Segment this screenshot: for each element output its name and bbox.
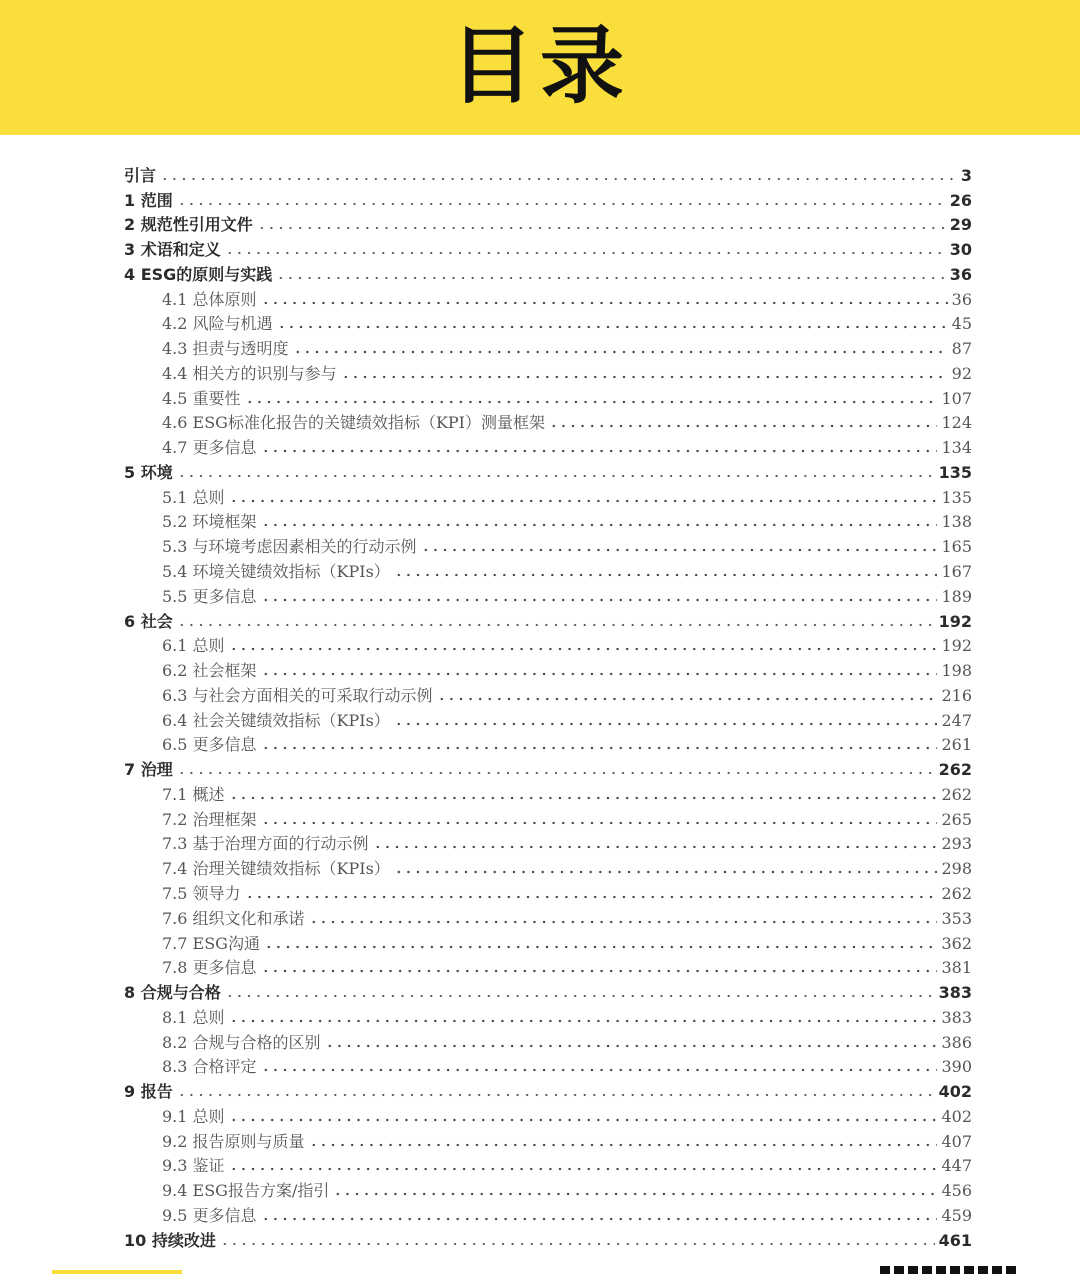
toc-entry-label: 5.2 环境框架	[162, 512, 257, 532]
toc-entry-page-number: 135	[938, 462, 972, 482]
dot-leader	[309, 1143, 938, 1147]
toc-entry-label: 4.4 相关方的识别与参与	[162, 363, 337, 383]
toc-entry-label: 3 术语和定义	[124, 240, 221, 260]
toc-entry-page-number: 447	[941, 1156, 972, 1176]
toc-entry-label: 5.3 与环境考虑因素相关的行动示例	[162, 537, 417, 557]
toc-section-entry[interactable]	[124, 657, 972, 682]
toc-entry-page-number: 456	[941, 1181, 972, 1201]
dot-leader	[229, 1019, 938, 1023]
toc-entry-page-number: 265	[941, 809, 972, 829]
toc-entry-label: 8 合规与合格	[124, 983, 221, 1003]
toc-section-entry[interactable]	[124, 1153, 972, 1178]
dot-leader	[245, 895, 938, 899]
dot-leader	[293, 350, 948, 354]
dot-leader	[437, 697, 938, 701]
toc-section-entry[interactable]	[124, 633, 972, 658]
toc-entry-label: 9 报告	[124, 1082, 173, 1102]
toc-chapter-entry[interactable]	[124, 236, 972, 261]
toc-chapter-entry[interactable]	[124, 979, 972, 1004]
toc-entry-label: 7.8 更多信息	[162, 958, 257, 978]
toc-entry-label: 1 范围	[124, 190, 173, 210]
toc-entry-page-number: 192	[941, 636, 972, 656]
toc-entry-page-number: 135	[941, 487, 972, 507]
toc-entry-label: 6.1 总则	[162, 636, 225, 656]
toc-entry-label: 7.1 概述	[162, 784, 225, 804]
toc-entry-label: 2 规范性引用文件	[124, 215, 253, 235]
toc-section-entry[interactable]	[124, 434, 972, 459]
toc-entry-page-number: 192	[938, 611, 972, 631]
toc-entry-page-number: 381	[941, 958, 972, 978]
toc-entry-label: 9.2 报告原则与质量	[162, 1131, 305, 1151]
dot-leader	[261, 969, 938, 973]
dot-leader	[177, 623, 935, 627]
footer-accent	[52, 1270, 182, 1274]
toc-entry-label: 8.2 合规与合格的区别	[162, 1032, 321, 1052]
dot-leader	[333, 1192, 937, 1196]
toc-entry-page-number: 36	[951, 289, 972, 309]
toc-entry-page-number: 138	[941, 512, 972, 532]
dot-leader	[160, 177, 957, 181]
dot-leader	[225, 994, 935, 998]
toc-entry-label: 9.4 ESG报告方案/指引	[162, 1181, 330, 1201]
toc-chapter-entry[interactable]	[124, 261, 972, 286]
dot-leader	[229, 1167, 938, 1171]
toc-entry-label: 4.7 更多信息	[162, 438, 257, 458]
toc-entry-label: 7.2 治理框架	[162, 809, 257, 829]
dot-leader	[177, 771, 935, 775]
toc-section-entry[interactable]	[124, 880, 972, 905]
toc-entry-page-number: 45	[951, 314, 972, 334]
toc-entry-page-number: 198	[941, 661, 972, 681]
dot-leader	[229, 796, 938, 800]
toc-entry-page-number: 459	[941, 1205, 972, 1225]
toc-chapter-entry[interactable]	[124, 212, 972, 237]
toc-entry-page-number: 167	[941, 562, 972, 582]
toc-entry-label: 7.6 组织文化和承诺	[162, 908, 305, 928]
toc-entry-page-number: 124	[941, 413, 972, 433]
dot-leader	[261, 746, 938, 750]
dot-leader	[261, 1068, 938, 1072]
toc-entry-page-number: 216	[941, 685, 972, 705]
dot-leader	[277, 325, 948, 329]
dot-leader	[261, 301, 948, 305]
dot-leader	[394, 722, 938, 726]
toc-entry-page-number: 262	[938, 760, 972, 780]
footer-logo	[880, 1266, 1020, 1274]
toc-section-entry[interactable]	[124, 1054, 972, 1079]
toc-section-entry[interactable]	[124, 781, 972, 806]
dot-leader	[229, 647, 938, 651]
toc-entry-page-number: 298	[941, 859, 972, 879]
dot-leader	[325, 1044, 938, 1048]
dot-leader	[309, 920, 938, 924]
toc-entry-label: 6.3 与社会方面相关的可采取行动示例	[162, 685, 433, 705]
toc-entry-label: 6.2 社会框架	[162, 661, 257, 681]
toc-entry-page-number: 262	[941, 883, 972, 903]
toc-entry-page-number: 383	[941, 1007, 972, 1027]
toc-entry-label: 8.1 总则	[162, 1007, 225, 1027]
toc-entry-label: 5.1 总则	[162, 487, 225, 507]
dot-leader	[421, 548, 938, 552]
dot-leader	[177, 1093, 935, 1097]
toc-entry-page-number: 461	[938, 1230, 972, 1250]
toc-entry-label: 7.4 治理关键绩效指标（KPIs）	[162, 859, 390, 879]
dot-leader	[261, 449, 938, 453]
toc-section-entry[interactable]	[124, 558, 972, 583]
dot-leader	[229, 499, 938, 503]
toc-chapter-entry[interactable]	[124, 459, 972, 484]
dot-leader	[220, 1242, 935, 1246]
dot-leader	[261, 1217, 938, 1221]
title-banner	[0, 0, 1080, 135]
toc-entry-label: 5.4 环境关键绩效指标（KPIs）	[162, 562, 390, 582]
toc-entry-label: 6.4 社会关键绩效指标（KPIs）	[162, 710, 390, 730]
toc-entry-page-number: 107	[941, 388, 972, 408]
toc-chapter-entry[interactable]	[124, 1227, 972, 1252]
toc-section-entry[interactable]	[124, 1202, 972, 1227]
toc-chapter-entry[interactable]	[124, 162, 972, 187]
dot-leader	[276, 276, 945, 280]
toc-entry-page-number: 189	[941, 586, 972, 606]
toc-section-entry[interactable]	[124, 905, 972, 930]
toc-entry-label: 7.3 基于治理方面的行动示例	[162, 834, 369, 854]
toc-section-entry[interactable]	[124, 1177, 972, 1202]
toc-section-entry[interactable]	[124, 410, 972, 435]
toc-section-entry[interactable]	[124, 855, 972, 880]
dot-leader	[225, 251, 946, 255]
toc-entry-page-number: 134	[941, 438, 972, 458]
toc-entry-label: 8.3 合格评定	[162, 1057, 257, 1077]
toc-section-entry[interactable]	[124, 1128, 972, 1153]
dot-leader	[229, 1118, 938, 1122]
dot-leader	[549, 424, 937, 428]
dot-leader	[394, 573, 938, 577]
dot-leader	[264, 945, 937, 949]
toc-entry-label: 6.5 更多信息	[162, 735, 257, 755]
toc-chapter-entry[interactable]	[124, 756, 972, 781]
toc-entry-page-number: 293	[941, 834, 972, 854]
toc-entry-page-number: 386	[941, 1032, 972, 1052]
toc-entry-label: 4.5 重要性	[162, 388, 241, 408]
toc-entry-page-number: 92	[951, 363, 972, 383]
dot-leader	[177, 474, 935, 478]
toc-chapter-entry[interactable]	[124, 608, 972, 633]
toc-entry-page-number: 402	[941, 1106, 972, 1126]
toc-section-entry[interactable]	[124, 707, 972, 732]
toc-entry-page-number: 165	[941, 537, 972, 557]
toc-entry-page-number: 383	[938, 983, 972, 1003]
toc-entry-page-number: 247	[941, 710, 972, 730]
toc-section-entry[interactable]	[124, 955, 972, 980]
toc-chapter-entry[interactable]	[124, 187, 972, 212]
toc-entry-label: 5.5 更多信息	[162, 586, 257, 606]
toc-entry-page-number: 36	[949, 264, 972, 284]
toc-section-entry[interactable]	[124, 1004, 972, 1029]
toc-entry-page-number: 26	[949, 190, 972, 210]
toc-section-entry[interactable]	[124, 286, 972, 311]
toc-entry-page-number: 29	[949, 215, 972, 235]
toc-entry-page-number: 262	[941, 784, 972, 804]
toc-section-entry[interactable]	[124, 1103, 972, 1128]
toc-section-entry[interactable]	[124, 484, 972, 509]
toc-entry-label: 9.5 更多信息	[162, 1205, 257, 1225]
toc-section-entry[interactable]	[124, 806, 972, 831]
toc-entry-page-number: 407	[941, 1131, 972, 1151]
toc-entry-label: 4.3 担责与透明度	[162, 339, 289, 359]
toc-section-entry[interactable]	[124, 385, 972, 410]
toc-entry-label: 9.3 鉴证	[162, 1156, 225, 1176]
dot-leader	[261, 821, 938, 825]
toc-entry-label: 7 治理	[124, 760, 173, 780]
toc-entry-page-number: 87	[951, 339, 972, 359]
toc-section-entry[interactable]	[124, 930, 972, 955]
dot-leader	[373, 845, 938, 849]
toc-entry-label: 9.1 总则	[162, 1106, 225, 1126]
toc-entry-label: 4.2 风险与机遇	[162, 314, 273, 334]
toc-entry-label: 10 持续改进	[124, 1230, 216, 1250]
toc-section-entry[interactable]	[124, 682, 972, 707]
toc-entry-page-number: 3	[960, 165, 972, 185]
toc-chapter-entry[interactable]	[124, 1078, 972, 1103]
toc-section-entry[interactable]	[124, 583, 972, 608]
dot-leader	[261, 672, 938, 676]
dot-leader	[261, 598, 938, 602]
toc-section-entry[interactable]	[124, 335, 972, 360]
toc-entry-label: 4.6 ESG标准化报告的关键绩效指标（KPI）测量框架	[162, 413, 545, 433]
toc-section-entry[interactable]	[124, 831, 972, 856]
toc-entry-page-number: 402	[938, 1082, 972, 1102]
page-title: 目录	[449, 16, 630, 115]
toc-section-entry[interactable]	[124, 360, 972, 385]
toc-entry-page-number: 362	[941, 933, 972, 953]
dot-leader	[257, 226, 946, 230]
toc-entry-label: 6 社会	[124, 611, 173, 631]
toc-entry-label: 4 ESG的原则与实践	[124, 264, 273, 284]
toc-entry-label: 4.1 总体原则	[162, 289, 257, 309]
table-of-contents	[124, 162, 972, 1252]
dot-leader	[245, 400, 938, 404]
toc-entry-label: 5 环境	[124, 462, 173, 482]
dot-leader	[261, 523, 938, 527]
toc-entry-label: 引言	[124, 165, 157, 185]
dot-leader	[394, 870, 938, 874]
toc-entry-page-number: 390	[941, 1057, 972, 1077]
toc-entry-page-number: 261	[941, 735, 972, 755]
toc-section-entry[interactable]	[124, 311, 972, 336]
toc-section-entry[interactable]	[124, 509, 972, 534]
toc-section-entry[interactable]	[124, 1029, 972, 1054]
toc-entry-page-number: 30	[949, 240, 972, 260]
toc-entry-label: 7.7 ESG沟通	[162, 933, 260, 953]
toc-entry-page-number: 353	[941, 908, 972, 928]
toc-section-entry[interactable]	[124, 732, 972, 757]
toc-section-entry[interactable]	[124, 533, 972, 558]
dot-leader	[177, 202, 946, 206]
dot-leader	[341, 375, 948, 379]
toc-entry-label: 7.5 领导力	[162, 883, 241, 903]
